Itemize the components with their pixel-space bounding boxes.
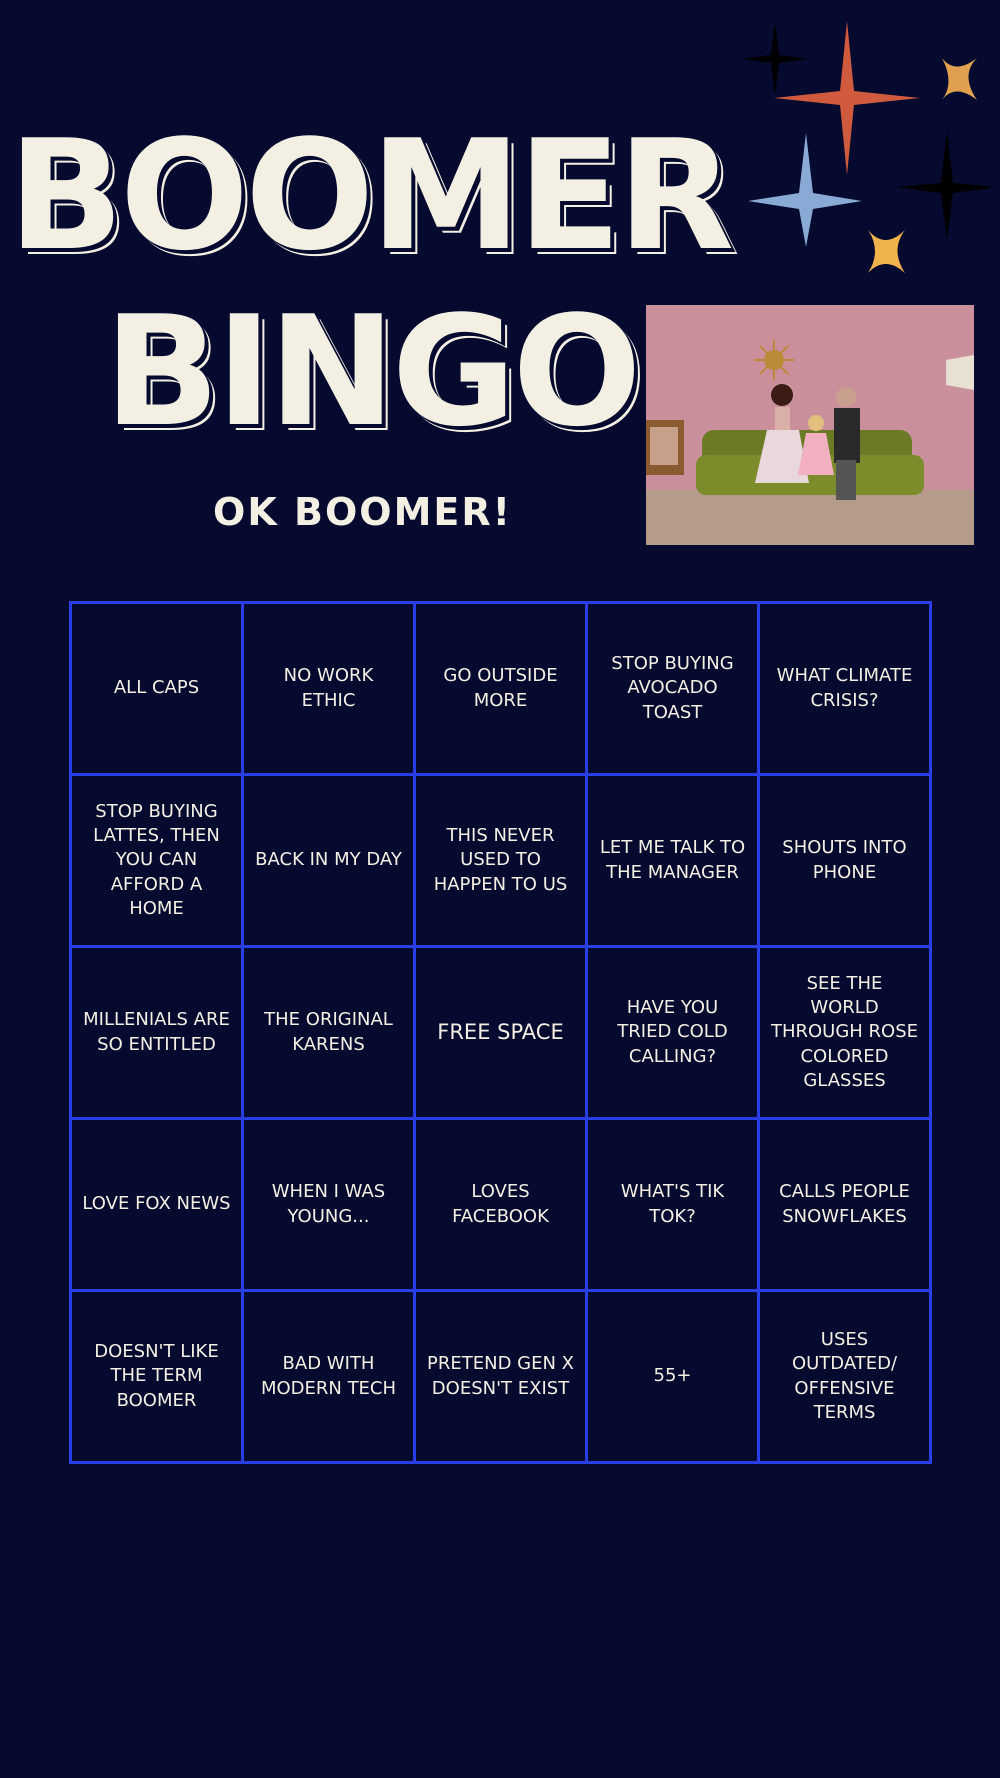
bingo-cell[interactable]: BAD WITH MODERN TECH bbox=[244, 1292, 416, 1464]
bingo-cell[interactable]: HAVE YOU TRIED COLD CALLING? bbox=[588, 948, 760, 1120]
bingo-cell[interactable]: ALL CAPS bbox=[72, 604, 244, 776]
bingo-cell[interactable]: LOVE FOX NEWS bbox=[72, 1120, 244, 1292]
title-boomer: BOOMER bbox=[8, 107, 731, 284]
bingo-cell[interactable]: THE ORIGINAL KARENS bbox=[244, 948, 416, 1120]
bingo-cell[interactable]: CALLS PEOPLE SNOWFLAKES bbox=[760, 1120, 932, 1292]
vintage-family-photo bbox=[646, 305, 974, 545]
bingo-cell[interactable]: LET ME TALK TO THE MANAGER bbox=[588, 776, 760, 948]
title-bingo: BINGO bbox=[104, 283, 638, 460]
bingo-cell[interactable]: WHEN I WAS YOUNG... bbox=[244, 1120, 416, 1292]
bingo-cell[interactable]: GO OUTSIDE MORE bbox=[416, 604, 588, 776]
bingo-cell[interactable]: STOP BUYING LATTES, THEN YOU CAN AFFORD A HOME bbox=[72, 776, 244, 948]
bingo-cell[interactable]: SHOUTS INTO PHONE bbox=[760, 776, 932, 948]
bingo-cell[interactable]: WHAT'S TIK TOK? bbox=[588, 1120, 760, 1292]
sparkle-star-icon bbox=[740, 15, 990, 275]
bingo-cell[interactable]: THIS NEVER USED TO HAPPEN TO US bbox=[416, 776, 588, 948]
bingo-cell[interactable]: DOESN'T LIKE THE TERM BOOMER bbox=[72, 1292, 244, 1464]
bingo-cell[interactable]: 55+ bbox=[588, 1292, 760, 1464]
bingo-board bbox=[69, 601, 932, 1464]
bingo-cell[interactable]: NO WORK ETHIC bbox=[244, 604, 416, 776]
bingo-cell[interactable]: BACK IN MY DAY bbox=[244, 776, 416, 948]
subtitle: OK BOOMER! bbox=[213, 490, 512, 534]
bingo-free-space[interactable]: FREE SPACE bbox=[416, 948, 588, 1120]
bingo-cell[interactable]: STOP BUYING AVOCADO TOAST bbox=[588, 604, 760, 776]
bingo-cell[interactable]: PRETEND GEN X DOESN'T EXIST bbox=[416, 1292, 588, 1464]
bingo-cell[interactable]: SEE THE WORLD THROUGH ROSE COLORED GLASSES bbox=[760, 948, 932, 1120]
bingo-cell[interactable]: MILLENIALS ARE SO ENTITLED bbox=[72, 948, 244, 1120]
bingo-cell[interactable]: WHAT CLIMATE CRISIS? bbox=[760, 604, 932, 776]
bingo-cell[interactable]: USES OUTDATED/ OFFENSIVE TERMS bbox=[760, 1292, 932, 1464]
bingo-cell[interactable]: LOVES FACEBOOK bbox=[416, 1120, 588, 1292]
